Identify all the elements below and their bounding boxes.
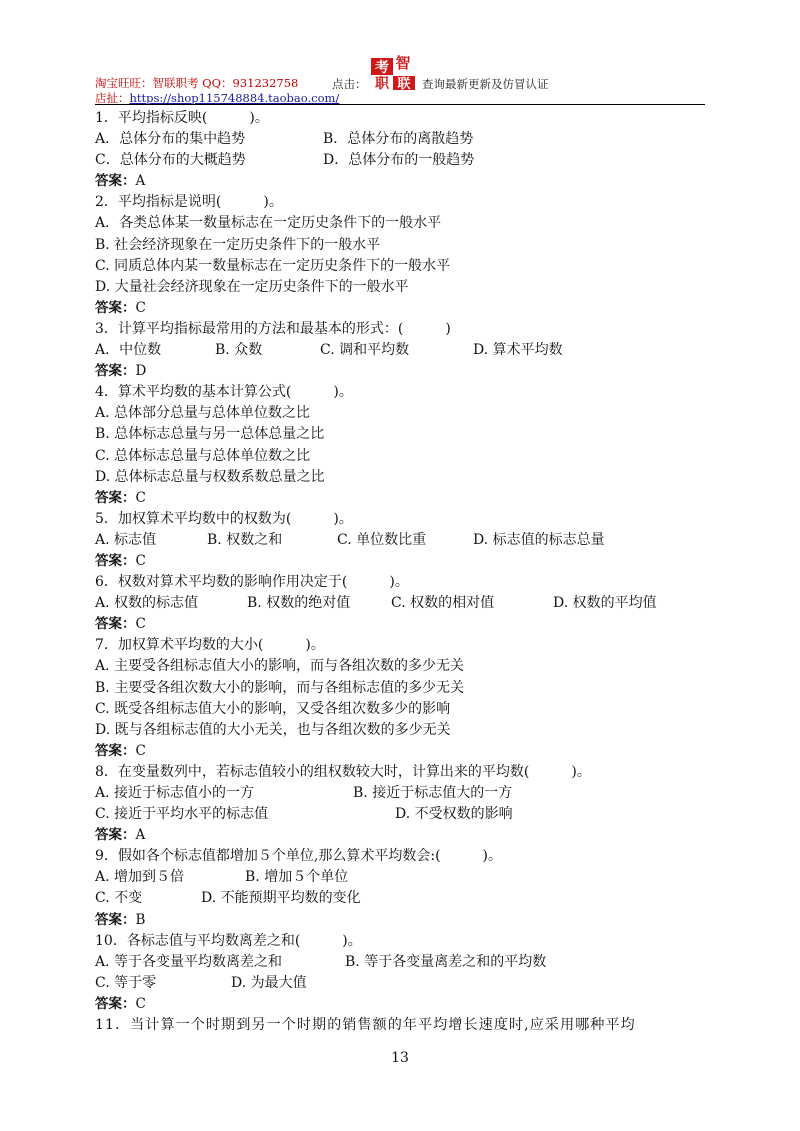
page-header — [95, 44, 705, 106]
verify-text: 查询最新更新及仿冒认证 — [422, 77, 549, 91]
logo-char-kao: 考 — [375, 60, 389, 76]
option: A. 接近于标志值小的一方 — [95, 785, 255, 801]
answer-value: C — [135, 616, 146, 633]
option: C. 既受各组标志值大小的影响，又受各组次数多少的影响 — [95, 700, 451, 717]
logo-char-lian: 联 — [397, 77, 411, 90]
option: D. 大量社会经济现象在一定历史条件下的一般水平 — [95, 278, 409, 295]
option: A．中位数 — [95, 342, 162, 359]
option: C. 权数的相对值 — [391, 595, 495, 612]
option-row — [95, 593, 707, 614]
answer-line — [95, 741, 707, 762]
answer-label: 答案： — [95, 616, 136, 633]
question-stem: 1．平均指标反映( )。 — [95, 110, 269, 126]
answer-label: 答案： — [95, 827, 136, 844]
option-row — [95, 783, 707, 804]
answer-line — [95, 361, 707, 382]
option: B. 增加５个单位 — [245, 869, 349, 886]
answer-value: C — [135, 552, 146, 569]
option: D. 不受权数的影响 — [395, 806, 513, 823]
answer-line — [95, 910, 707, 931]
option: D. 总体标志总量与权数系数总量之比 — [95, 468, 325, 485]
shop-info — [95, 76, 339, 106]
answer-line — [95, 994, 707, 1015]
question-stem: 10．各标志值与平均数离差之和( )。 — [95, 932, 362, 949]
answer-line — [95, 488, 707, 509]
option: A. 等于各变量平均数离差之和 — [95, 953, 283, 970]
option: C. 不变 — [95, 890, 143, 907]
answer-label: 答案： — [95, 173, 136, 190]
answer-value: C — [135, 299, 146, 316]
question-stem: 9．假如各个标志值都增加５个单位,那么算术平均数会:( )。 — [95, 848, 502, 865]
question-list — [95, 108, 707, 1036]
answer-label: 答案： — [95, 911, 136, 928]
option: D. 为最大值 — [231, 974, 307, 991]
option: C. 同质总体内某一数量标志在一定历史条件下的一般水平 — [95, 257, 451, 274]
option: A. 增加到５倍 — [95, 869, 185, 886]
question-stem: 7．加权算术平均数的大小( )。 — [95, 637, 325, 654]
option: D. 既与各组标志值的大小无关，也与各组次数的多少无关 — [95, 721, 451, 738]
option-row — [95, 973, 707, 994]
answer-label: 答案： — [95, 995, 136, 1012]
option: A. 总体部分总量与总体单位数之比 — [95, 405, 311, 422]
answer-label: 答案： — [95, 489, 136, 506]
option: D. 不能预期平均数的变化 — [201, 890, 361, 907]
option: D．总体分布的一般趋势 — [323, 152, 475, 169]
option: A．总体分布的集中趋势 — [95, 131, 246, 148]
option: B. 等于各变量离差之和的平均数 — [345, 953, 547, 970]
option: B. 主要受各组次数大小的影响，而与各组标志值的多少无关 — [95, 679, 465, 696]
option-row — [95, 804, 707, 825]
answer-value: C — [135, 742, 146, 759]
shop-contact: 淘宝旺旺：智联职考 QQ：931232758 — [95, 76, 299, 90]
option: C. 单位数比重 — [337, 531, 427, 548]
option: B. 总体标志总量与另一总体总量之比 — [95, 426, 325, 443]
option: C．总体分布的大概趋势 — [95, 152, 246, 169]
shop-address-label: 店扯： — [95, 91, 130, 105]
option: B. 社会经济现象在一定历史条件下的一般水平 — [95, 236, 381, 253]
option: D. 标志值的标志总量 — [473, 531, 605, 548]
option: C. 调和平均数 — [320, 342, 410, 359]
option: A．各类总体某一数量标志在一定历史条件下的一般水平 — [95, 215, 442, 232]
option: D. 算术平均数 — [473, 342, 563, 359]
option: D. 权数的平均值 — [553, 595, 657, 612]
question-stem: 3．计算平均指标最常用的方法和最基本的形式：( ) — [95, 320, 451, 337]
zhilian-logo[interactable] — [371, 50, 415, 90]
option-row — [95, 340, 707, 361]
answer-line — [95, 171, 707, 192]
option: B．总体分布的离散趋势 — [323, 131, 474, 148]
logo-char-zhi: 智 — [395, 54, 411, 72]
question-stem: 11．当计算一个时期到另一个时期的销售额的年平均增长速度时,应采用哪种平均 — [95, 1017, 636, 1034]
option: B. 权数之和 — [207, 531, 283, 548]
question-stem: 4．算术平均数的基本计算公式( )。 — [95, 384, 353, 401]
logo-char-zhi2: 职 — [375, 76, 389, 90]
option: A. 主要受各组标志值大小的影响，而与各组次数的多少无关 — [95, 658, 465, 675]
option: A. 权数的标志值 — [95, 595, 199, 612]
answer-value: D — [135, 363, 147, 380]
answer-line — [95, 614, 707, 635]
question-stem: 2．平均指标是说明( )。 — [95, 194, 283, 211]
answer-line — [95, 825, 707, 846]
shop-url-link[interactable]: https://shop115748884.taobao.com/ — [129, 91, 340, 105]
option-row — [95, 530, 707, 551]
click-label: 点击： — [332, 77, 367, 91]
answer-label: 答案： — [95, 363, 136, 380]
answer-label: 答案： — [95, 552, 136, 569]
answer-line — [95, 551, 707, 572]
answer-line — [95, 298, 707, 319]
option: B. 众数 — [215, 342, 263, 359]
page-number: 13 — [391, 1050, 409, 1066]
option: C. 接近于平均水平的标志值 — [95, 806, 269, 823]
question-stem: 6．权数对算术平均数的影响作用决定于( )。 — [95, 574, 409, 591]
option: C. 总体标志总量与总体单位数之比 — [95, 447, 311, 464]
option-row — [95, 129, 707, 150]
answer-value: B — [135, 911, 146, 928]
option-row — [95, 888, 707, 909]
answer-value: A — [135, 827, 146, 844]
answer-value: A — [135, 173, 146, 190]
answer-value: C — [135, 995, 146, 1012]
question-stem: 8．在变量数列中，若标志值较小的组权数较大时，计算出来的平均数( )。 — [95, 763, 591, 780]
option: C. 等于零 — [95, 974, 157, 991]
answer-label: 答案： — [95, 742, 136, 759]
option: B. 接近于标志值大的一方 — [353, 785, 513, 801]
option-row — [95, 952, 707, 973]
option: B. 权数的绝对值 — [247, 595, 351, 612]
header-rule — [95, 104, 705, 105]
answer-label: 答案： — [95, 299, 136, 316]
option-row — [95, 867, 707, 888]
option-row — [95, 150, 707, 171]
option: A. 标志值 — [95, 531, 157, 548]
question-stem: 5．加权算术平均数中的权数为( )。 — [95, 510, 353, 527]
answer-value: C — [135, 489, 146, 506]
